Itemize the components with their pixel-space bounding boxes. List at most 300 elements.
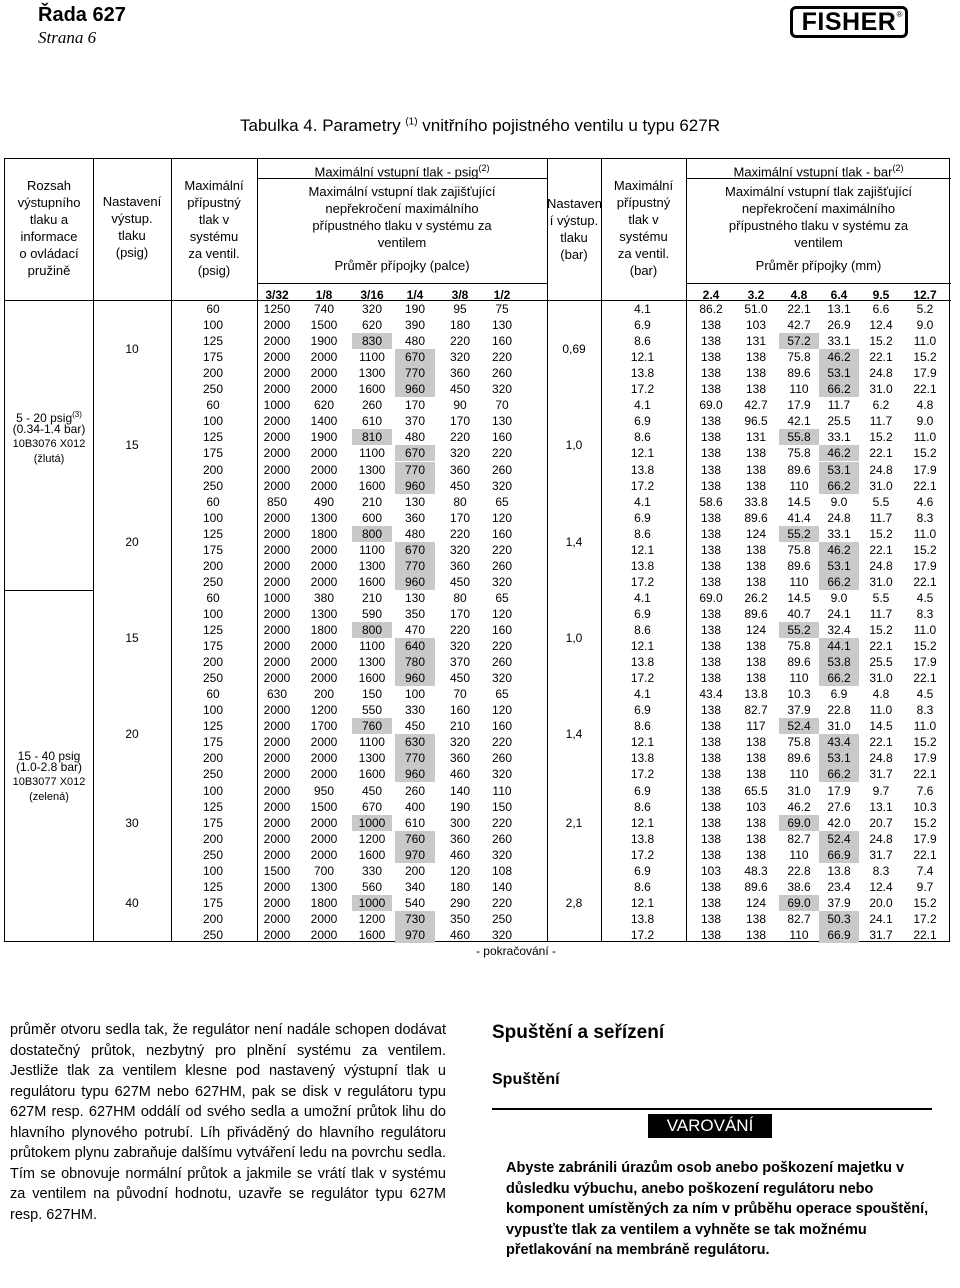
header-max-allow-bar-line: Maximální <box>613 178 674 193</box>
max-allow-psig-cell: 200 <box>202 366 224 381</box>
mm-value-cell: 31.0 <box>869 382 893 397</box>
mm-value-cell: 11.7 <box>869 510 893 525</box>
mm-value-cell: 66.2 <box>819 574 859 590</box>
inch-value-cell: 260 <box>491 558 513 573</box>
header-max-allow-psig-line: přípustný <box>187 195 241 210</box>
inch-value-cell: 160 <box>491 623 513 637</box>
mm-value-cell: 138 <box>700 382 722 397</box>
mm-value-cell: 89.6 <box>787 558 811 573</box>
mm-value-cell: 89.6 <box>744 879 768 894</box>
max-allow-bar-cell: 13.8 <box>630 831 655 846</box>
inch-value-cell: 960 <box>395 670 435 686</box>
max-allow-bar-cell: 6.9 <box>634 863 651 878</box>
inch-value-cell: 1300 <box>310 879 338 894</box>
inch-value-cell: 2000 <box>310 911 338 926</box>
inch-value-cell: 150 <box>491 799 513 814</box>
inch-value-cell: 2000 <box>310 639 338 654</box>
mm-value-cell: 53.1 <box>819 750 859 766</box>
inch-value-cell: 760 <box>395 831 435 847</box>
mm-value-cell: 66.9 <box>819 847 859 863</box>
inch-value-cell: 2000 <box>310 751 338 766</box>
mm-value-cell: 31.0 <box>827 719 851 734</box>
inch-value-cell: 1500 <box>310 318 338 333</box>
max-allow-psig-cell: 100 <box>202 414 224 429</box>
inch-value-cell: 320 <box>361 302 383 316</box>
mm-value-cell: 22.1 <box>869 350 893 365</box>
mm-value-cell: 110 <box>789 847 809 862</box>
table-title <box>0 116 960 136</box>
mm-value-cell: 138 <box>700 767 722 782</box>
mm-value-cell: 22.1 <box>913 574 937 589</box>
inch-value-cell: 320 <box>449 350 471 365</box>
mm-value-cell: 75.8 <box>787 446 811 461</box>
inch-value-cell: 670 <box>395 349 435 365</box>
inch-value-cell: 1600 <box>358 847 386 862</box>
inch-value-cell: 2000 <box>263 895 291 910</box>
mm-value-cell: 22.8 <box>827 703 851 718</box>
inch-value-cell: 1300 <box>358 558 386 573</box>
inch-value-cell: 970 <box>395 927 435 943</box>
max-allow-psig-cell: 250 <box>202 671 224 686</box>
mm-value-cell: 46.2 <box>819 349 859 365</box>
inch-value-cell: 600 <box>361 510 383 525</box>
inch-value-cell: 300 <box>449 815 471 830</box>
max-allow-bar-cell: 13.8 <box>630 558 655 573</box>
max-allow-bar-cell: 8.6 <box>634 623 651 637</box>
inch-value-cell: 260 <box>491 831 513 846</box>
mm-value-cell: 11.0 <box>913 623 937 637</box>
mm-value-cell: 9.0 <box>830 590 848 605</box>
inch-value-cell: 95 <box>453 302 467 316</box>
max-allow-psig-cell: 100 <box>202 510 224 525</box>
inch-value-cell: 1900 <box>310 334 338 349</box>
max-allow-bar-cell: 17.2 <box>630 671 655 686</box>
mm-value-cell: 69.0 <box>699 398 723 413</box>
inch-value-cell: 130 <box>404 590 426 605</box>
mm-value-cell: 138 <box>700 542 722 557</box>
inch-value-cell: 2000 <box>310 767 338 782</box>
max-allow-bar-cell: 13.8 <box>630 366 655 381</box>
mm-value-cell: 22.1 <box>913 927 937 942</box>
inch-value-cell: 1100 <box>359 446 385 461</box>
inch-value-cell: 770 <box>395 365 435 381</box>
max-allow-bar-cell: 4.1 <box>634 302 651 316</box>
header-top-text: Maximální vstupní tlak - psig <box>314 164 479 180</box>
mm-value-cell: 17.9 <box>913 751 937 766</box>
range-separator <box>5 590 93 591</box>
inch-value-cell: 460 <box>449 767 471 782</box>
table-title-pre: Tabulka 4. Parametry <box>239 116 406 135</box>
mm-value-cell: 58.6 <box>699 494 723 509</box>
inch-value-cell: 670 <box>395 445 435 461</box>
inch-value-cell: 130 <box>491 414 513 429</box>
max-allow-bar-cell: 6.9 <box>634 510 651 525</box>
mm-value-cell: 138 <box>700 735 722 750</box>
inch-value-cell: 180 <box>449 879 471 894</box>
mm-value-cell: 46.2 <box>819 445 859 461</box>
mm-value-cell: 138 <box>745 655 767 670</box>
mm-value-cell: 138 <box>745 767 767 782</box>
mm-value-cell: 24.8 <box>827 510 851 525</box>
max-allow-psig-cell: 100 <box>202 783 224 798</box>
max-allow-bar-cell: 8.6 <box>634 526 651 541</box>
mm-value-cell: 138 <box>700 847 722 862</box>
inch-value-cell: 2000 <box>263 671 291 686</box>
mm-value-cell: 52.4 <box>779 718 819 734</box>
mm-value-cell: 25.5 <box>827 414 851 429</box>
header-max-inlet-desc-mm-line: nepřekročení maximálního <box>741 201 896 216</box>
setpoint-bar-cell: 2,1 <box>565 815 583 830</box>
inch-value-cell: 2000 <box>310 462 338 477</box>
inch-value-cell: 100 <box>404 687 426 702</box>
warning-rule <box>492 1108 932 1110</box>
mm-value-cell: 22.1 <box>869 639 893 654</box>
mm-value-cell: 8.3 <box>916 510 934 525</box>
inch-value-cell: 2000 <box>263 446 291 461</box>
inch-value-cell: 2000 <box>263 751 291 766</box>
mm-value-cell: 5.5 <box>872 494 890 509</box>
header-max-inlet-desc-mm-line: ventilem <box>794 235 843 250</box>
inch-value-cell: 260 <box>491 462 513 477</box>
max-allow-bar-cell: 6.9 <box>634 703 651 718</box>
inch-value-cell: 670 <box>361 799 383 814</box>
inch-value-cell: 620 <box>361 318 383 333</box>
mm-value-cell: 22.1 <box>913 478 937 493</box>
mm-value-cell: 43.4 <box>819 734 859 750</box>
inch-value-cell: 640 <box>395 638 435 654</box>
inch-value-cell: 1200 <box>358 831 386 846</box>
max-allow-bar-cell: 4.1 <box>634 590 651 605</box>
header-setpoint-bar-line: (bar) <box>560 247 588 262</box>
mm-value-cell: 82.7 <box>787 831 811 846</box>
inch-value-cell: 170 <box>404 398 426 413</box>
mm-value-cell: 31.0 <box>869 671 893 686</box>
inch-value-cell: 2000 <box>263 334 291 349</box>
inch-value-cell: 2000 <box>310 350 338 365</box>
mm-value-cell: 138 <box>700 703 722 718</box>
mm-value-cell: 131 <box>745 334 767 349</box>
inch-value-cell: 390 <box>404 318 426 333</box>
inch-value-cell: 2000 <box>263 879 291 894</box>
mm-value-cell: 138 <box>745 382 767 397</box>
max-allow-bar-cell: 6.9 <box>634 606 651 621</box>
inch-value-cell: 450 <box>361 783 383 798</box>
inch-value-cell: 360 <box>449 831 471 846</box>
mm-value-cell: 17.9 <box>913 366 937 381</box>
mm-value-cell: 138 <box>700 783 722 798</box>
mm-value-cell: 65.5 <box>744 783 768 798</box>
setpoint-psig-cell: 10 <box>125 342 139 357</box>
mm-value-cell: 31.7 <box>869 847 893 862</box>
inch-value-cell: 760 <box>352 718 392 734</box>
mm-value-cell: 138 <box>745 927 767 942</box>
inch-value-cell: 540 <box>404 895 426 910</box>
max-allow-psig-cell: 250 <box>202 382 224 397</box>
header-max-inlet-desc-in-line: ventilem <box>377 235 427 250</box>
mm-value-cell: 124 <box>745 895 767 910</box>
inch-value-cell: 2000 <box>310 558 338 573</box>
inch-value-cell: 2000 <box>263 318 291 333</box>
mm-value-cell: 138 <box>745 831 767 846</box>
mm-value-cell: 24.8 <box>869 751 893 766</box>
mm-value-cell: 89.6 <box>744 606 768 621</box>
inch-value-cell: 160 <box>491 719 513 734</box>
max-allow-psig-cell: 125 <box>202 623 224 637</box>
mm-value-cell: 12.4 <box>869 318 893 333</box>
inch-value-cell: 560 <box>361 879 383 894</box>
mm-value-cell: 22.1 <box>869 542 893 557</box>
mm-value-cell: 66.2 <box>819 766 859 782</box>
max-allow-psig-cell: 250 <box>202 574 224 589</box>
max-allow-bar-cell: 4.1 <box>634 398 651 413</box>
mm-value-cell: 46.2 <box>787 799 811 814</box>
inch-value-cell: 770 <box>395 462 435 478</box>
max-allow-psig-cell: 250 <box>202 927 224 942</box>
mm-value-cell: 103 <box>700 863 722 878</box>
mm-value-cell: 33.1 <box>827 526 851 541</box>
max-allow-psig-cell: 175 <box>202 446 224 461</box>
inch-value-cell: 2000 <box>263 735 291 750</box>
mm-value-cell: 110 <box>789 767 809 782</box>
setpoint-bar-cell: 2,8 <box>565 895 583 910</box>
inch-value-cell: 65 <box>495 494 509 509</box>
mm-value-cell: 11.0 <box>913 334 937 349</box>
mm-value-cell: 11.7 <box>869 414 893 429</box>
inch-value-cell: 970 <box>395 847 435 863</box>
mm-value-cell: 131 <box>745 430 767 445</box>
mm-value-cell: 82.7 <box>744 703 768 718</box>
mm-value-cell: 138 <box>700 478 722 493</box>
mm-value-cell: 31.7 <box>869 767 893 782</box>
max-allow-bar-cell: 13.8 <box>630 655 655 670</box>
max-allow-bar-cell: 17.2 <box>630 478 655 493</box>
continued-note: - pokračování - <box>475 944 557 958</box>
mm-value-cell: 69.0 <box>699 590 723 605</box>
mm-value-cell: 138 <box>745 558 767 573</box>
inch-value-cell: 360 <box>449 366 471 381</box>
inch-value-cell: 1300 <box>358 462 386 477</box>
inch-value-cell: 360 <box>449 751 471 766</box>
warning-text: Abyste zabránili úrazům osob anebo poškození majetku v důsledku výbuchu, anebo poškození regulátoru nebo komponent umístěných za ním v průběhu operace spouštění, vypusťte tlak za ventilem a vyhněte se tak možnému přetlakování na membráně regulátoru. <box>506 1160 929 1258</box>
inch-value-cell: 220 <box>491 639 513 654</box>
inch-value-cell: 1300 <box>358 366 386 381</box>
inch-value-cell: 330 <box>404 703 426 718</box>
mm-value-cell: 138 <box>700 446 722 461</box>
mm-value-cell: 48.3 <box>744 863 768 878</box>
inch-value-cell: 350 <box>449 911 471 926</box>
mm-value-cell: 89.6 <box>787 462 811 477</box>
max-allow-bar-cell: 13.8 <box>630 751 655 766</box>
mm-value-cell: 110 <box>789 574 809 589</box>
mm-value-cell: 138 <box>745 847 767 862</box>
inch-value-cell: 370 <box>449 655 471 670</box>
sub-heading: Spuštění <box>492 1071 560 1088</box>
max-allow-psig-cell: 200 <box>202 911 224 926</box>
mm-value-cell: 138 <box>745 574 767 589</box>
max-allow-psig-cell: 175 <box>202 815 224 830</box>
inch-value-cell: 260 <box>404 783 426 798</box>
inch-value-cell: 2000 <box>263 767 291 782</box>
inch-value-cell: 350 <box>404 606 426 621</box>
mm-value-cell: 43.4 <box>699 687 723 702</box>
max-allow-psig-cell: 250 <box>202 767 224 782</box>
inch-value-cell: 1000 <box>352 895 392 911</box>
max-allow-psig-cell: 175 <box>202 735 224 750</box>
mm-value-cell: 15.2 <box>913 815 937 830</box>
mm-value-cell: 69.0 <box>779 815 819 831</box>
orifice-mm-size: 6.4 <box>830 288 848 302</box>
mm-value-cell: 138 <box>700 430 722 445</box>
header-orifice-in: Průměr přípojky (palce) <box>334 258 470 273</box>
inch-value-cell: 1300 <box>358 751 386 766</box>
inch-value-cell: 1100 <box>359 735 385 750</box>
max-allow-psig-cell: 60 <box>206 590 220 605</box>
setpoint-psig-cell: 20 <box>125 727 139 742</box>
header-setpoint-psig-line: tlaku <box>118 228 146 243</box>
mm-value-cell: 138 <box>700 911 722 926</box>
max-allow-bar-cell: 13.8 <box>630 911 655 926</box>
inch-value-cell: 320 <box>491 382 513 397</box>
mm-value-cell: 24.8 <box>869 366 893 381</box>
mm-value-cell: 138 <box>700 927 722 942</box>
header-range-line: tlaku a <box>29 212 69 227</box>
mm-value-cell: 24.8 <box>869 558 893 573</box>
mm-value-cell: 15.2 <box>869 430 893 445</box>
header-range-line: Rozsah <box>26 178 72 193</box>
orifice-in-size: 3/32 <box>265 288 289 302</box>
inch-value-cell: 2000 <box>263 510 291 525</box>
inch-value-cell: 960 <box>395 478 435 494</box>
mm-value-cell: 89.6 <box>787 655 811 670</box>
inch-value-cell: 730 <box>395 911 435 927</box>
mm-value-cell: 138 <box>745 350 767 365</box>
inch-value-cell: 220 <box>491 735 513 750</box>
inch-value-cell: 2000 <box>263 558 291 573</box>
warning-label: VAROVÁNÍ <box>648 1114 772 1138</box>
header-max-inlet-desc-in-line: přípustného tlaku v systému za <box>312 218 492 233</box>
table-title-footnote: (1) <box>405 116 418 128</box>
inch-value-cell: 1000 <box>263 590 291 605</box>
setpoint-psig-cell: 40 <box>125 895 139 910</box>
mm-value-cell: 138 <box>700 671 722 686</box>
mm-value-cell: 11.0 <box>869 703 893 718</box>
inch-value-cell: 120 <box>449 863 471 878</box>
mm-value-cell: 75.8 <box>787 350 811 365</box>
max-allow-psig-cell: 125 <box>202 526 224 541</box>
mm-value-cell: 4.5 <box>916 687 934 702</box>
mm-value-cell: 27.6 <box>827 799 851 814</box>
inch-value-cell: 80 <box>453 494 467 509</box>
inch-value-cell: 1200 <box>310 703 338 718</box>
inch-value-cell: 70 <box>495 398 509 413</box>
mm-value-cell: 42.7 <box>787 318 811 333</box>
inch-value-cell: 370 <box>404 414 426 429</box>
mm-value-cell: 33.8 <box>744 494 768 509</box>
mm-value-cell: 10.3 <box>787 687 811 702</box>
mm-value-cell: 15.2 <box>913 446 937 461</box>
mm-value-cell: 138 <box>745 542 767 557</box>
inch-value-cell: 630 <box>266 687 288 702</box>
mm-value-cell: 138 <box>700 574 722 589</box>
mm-value-cell: 23.4 <box>827 879 851 894</box>
range-part-number: 10B3077 X012 <box>12 776 86 788</box>
series-title: Řada 627 <box>38 4 126 26</box>
max-allow-psig-cell: 60 <box>206 302 220 316</box>
mm-value-cell: 89.6 <box>787 366 811 381</box>
inch-value-cell: 1100 <box>359 350 385 365</box>
mm-value-cell: 17.9 <box>827 783 851 798</box>
max-allow-bar-cell: 17.2 <box>630 574 655 589</box>
inch-value-cell: 2000 <box>310 574 338 589</box>
mm-value-cell: 38.6 <box>787 879 811 894</box>
inch-value-cell: 2000 <box>263 574 291 589</box>
mm-value-cell: 14.5 <box>869 719 893 734</box>
inch-value-cell: 2000 <box>263 366 291 381</box>
inch-value-cell: 190 <box>404 302 426 316</box>
inch-value-cell: 120 <box>491 703 513 718</box>
page-number: Strana 6 <box>38 28 97 47</box>
mm-value-cell: 17.9 <box>913 655 937 670</box>
mm-value-cell: 40.7 <box>787 606 811 621</box>
inch-value-cell: 120 <box>491 510 513 525</box>
header-max-inlet-desc-mm-line: Maximální vstupní tlak zajišťující <box>725 184 912 199</box>
inch-value-cell: 2000 <box>263 815 291 830</box>
mm-value-cell: 15.2 <box>869 623 893 637</box>
inch-value-cell: 2000 <box>310 542 338 557</box>
mm-value-cell: 138 <box>745 911 767 926</box>
max-allow-bar-cell: 8.6 <box>634 719 651 734</box>
mm-value-cell: 110 <box>789 382 809 397</box>
max-allow-psig-cell: 100 <box>202 318 224 333</box>
mm-value-cell: 138 <box>745 639 767 654</box>
mm-value-cell: 55.2 <box>779 622 819 638</box>
inch-value-cell: 550 <box>361 703 383 718</box>
mm-value-cell: 4.8 <box>872 687 890 702</box>
mm-value-cell: 4.6 <box>916 494 934 509</box>
range-spring-color: (žlutá) <box>33 453 65 465</box>
inch-value-cell: 1200 <box>358 911 386 926</box>
inch-value-cell: 800 <box>352 622 392 638</box>
mm-value-cell: 15.2 <box>913 542 937 557</box>
max-allow-psig-cell: 125 <box>202 719 224 734</box>
inch-value-cell: 1600 <box>358 671 386 686</box>
mm-value-cell: 138 <box>745 366 767 381</box>
mm-value-cell: 53.1 <box>819 365 859 381</box>
orifice-in-size: 3/8 <box>451 288 469 302</box>
mm-value-cell: 138 <box>745 815 767 830</box>
inch-value-cell: 450 <box>404 719 426 734</box>
mm-value-cell: 124 <box>745 526 767 541</box>
inch-value-cell: 960 <box>395 574 435 590</box>
mm-value-cell: 69.0 <box>779 895 819 911</box>
mm-value-cell: 11.7 <box>869 606 893 621</box>
mm-value-cell: 37.9 <box>787 703 811 718</box>
header-max-allow-bar-line: přípustný <box>616 195 671 210</box>
inch-value-cell: 320 <box>491 767 513 782</box>
inch-value-cell: 120 <box>491 606 513 621</box>
mm-value-cell: 138 <box>700 831 722 846</box>
mm-value-cell: 110 <box>789 927 809 942</box>
header-max-allow-psig-line: tlak v <box>198 212 230 227</box>
inch-value-cell: 2000 <box>263 927 291 942</box>
mm-value-cell: 75.8 <box>787 639 811 654</box>
inch-value-cell: 2000 <box>263 478 291 493</box>
header-max-inlet-desc-in-line: Maximální vstupní tlak zajišťující <box>308 184 496 199</box>
inch-value-cell: 160 <box>491 430 513 445</box>
inch-value-cell: 220 <box>449 623 471 637</box>
mm-value-cell: 11.7 <box>827 398 851 413</box>
mm-value-cell: 9.0 <box>830 494 848 509</box>
